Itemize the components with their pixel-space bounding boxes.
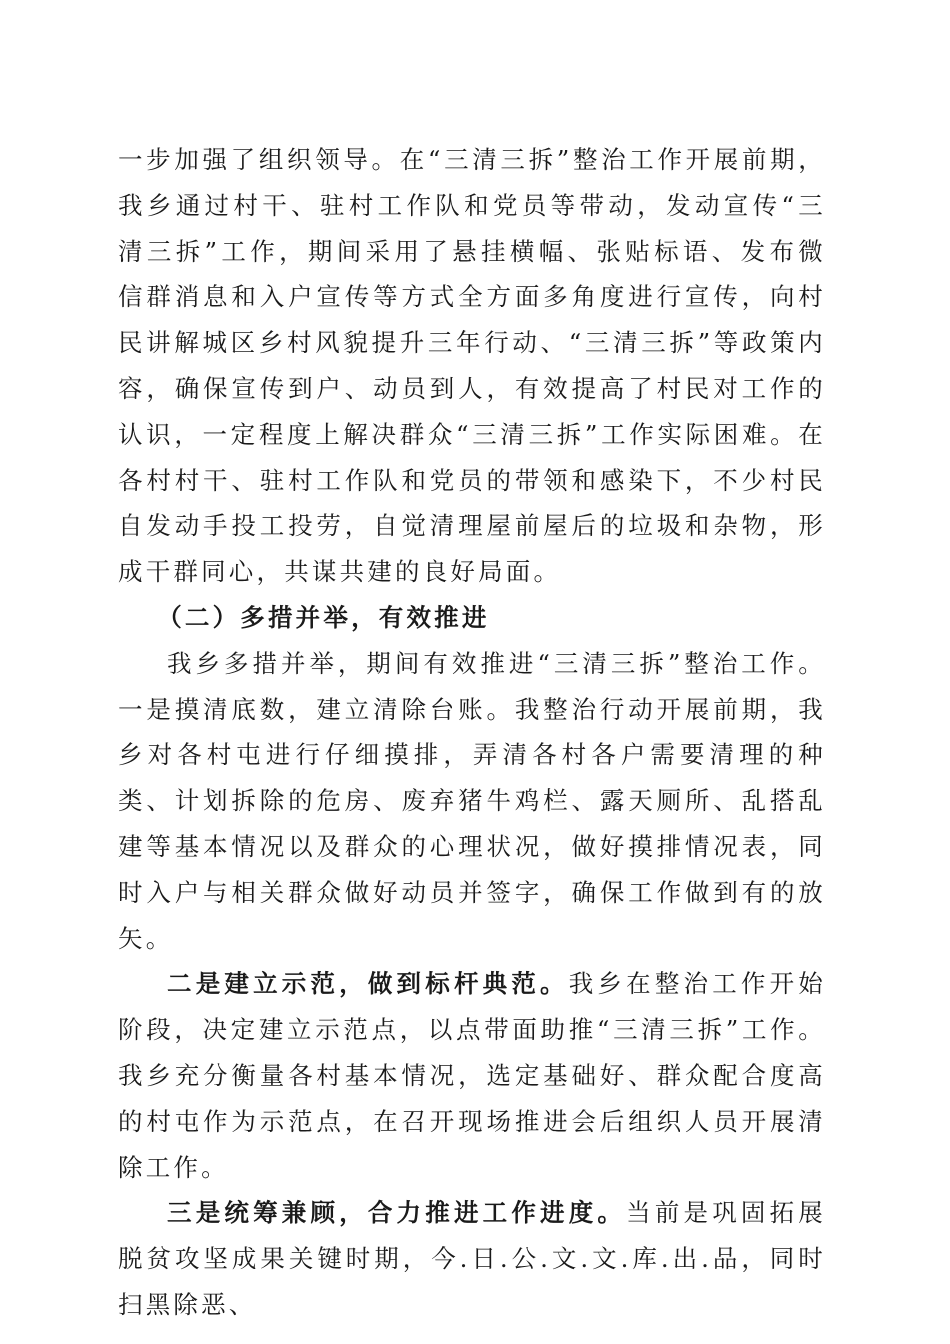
paragraph-demonstration [118, 961, 826, 1190]
paragraph-organization-leadership: 一步加强了组织领导。在“三清三拆”整治工作开展前期，我乡通过村干、驻村工作队和党员等带动，发动宣传“三清三拆”工作，期间采用了悬挂横幅、张贴标语、发布微信群消息和入户宣传等方式全方面多角度进行宣传，向村民讲解城区乡村风貌提升三年行动、“三清三拆”等政策内容，确保宣传到户、动员到人，有效提高了村民对工作的认识，一定程度上解决群众“三清三拆”工作实际困难。在各村村干、驻村工作队和党员的带领和感染下，不少村民自发动手投工投劳，自觉清理屋前屋后的垃圾和杂物，形成干群同心，共谋共建的良好局面。 [118, 145, 826, 587]
section-heading-2: （二）多措并举，有效推进 [157, 602, 490, 632]
paragraph-coordination-lead: 三是统筹兼顾，合力推进工作进度。 [167, 1198, 627, 1228]
paragraph-coordination [118, 1190, 826, 1327]
document-body [118, 137, 826, 1328]
paragraph-demonstration-body: 我乡在整治工作开始阶段，决定建立示范点，以点带面助推“三清三拆”工作。我乡充分衡量各村基本情况，选定基础好、群众配合度高的村屯作为示范点，在召开现场推进会后组织人员开展清除工作。 [118, 969, 826, 1182]
paragraph-coordination-body: 当前是巩固拓展脱贫攻坚成果关键时期，今.日.公.文.文.库.出.品，同时扫黑除恶、 [118, 1198, 826, 1319]
paragraph-demonstration-lead: 二是建立示范，做到标杆典范。 [167, 969, 569, 999]
paragraph-multiple-measures: 我乡多措并举，期间有效推进“三清三拆”整治工作。一是摸清底数，建立清除台账。我整治行动开展前期，我乡对各村屯进行仔细摸排，弄清各村各户需要清理的种类、计划拆除的危房、废弃猪牛鸡栏、露天厕所、乱搭乱建等基本情况以及群众的心理状况，做好摸排情况表，同时入户与相关群众做好动员并签字，确保工作做到有的放矢。 [118, 648, 826, 953]
